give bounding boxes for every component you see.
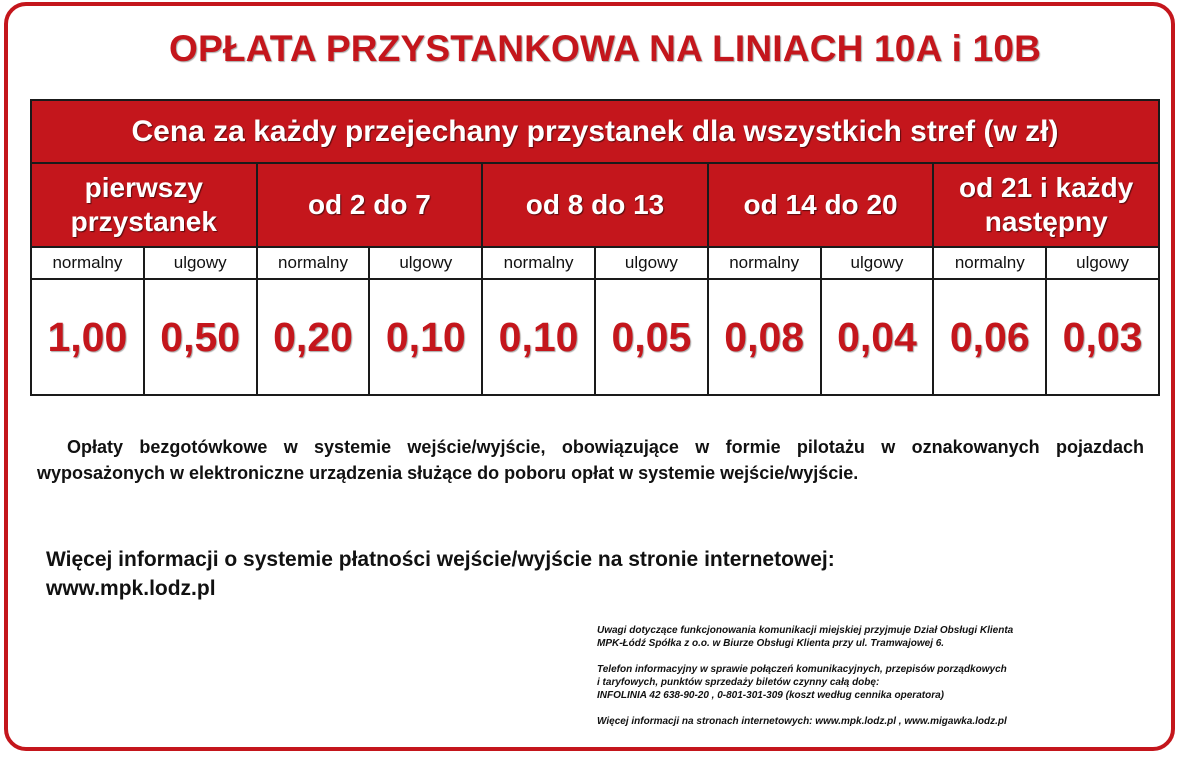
fare-table <box>30 99 1160 396</box>
price-normal-zone-2: 0,20 <box>257 279 370 395</box>
websites-note <box>597 715 1158 728</box>
price-reduced-zone-3: 0,05 <box>595 279 708 395</box>
more-info <box>46 545 1046 603</box>
reduced-label: ulgowy <box>1046 247 1159 279</box>
zone-header-5: od 21 i każdy następny <box>933 163 1159 247</box>
normal-label: normalny <box>482 247 595 279</box>
hotline-note <box>597 663 1158 702</box>
normal-label: normalny <box>31 247 144 279</box>
price-reduced-zone-4: 0,04 <box>821 279 934 395</box>
page-title: OPŁATA PRZYSTANKOWA NA LINIACH 10A i 10B <box>168 28 1042 69</box>
customer-service-note <box>597 624 1158 650</box>
reduced-label: ulgowy <box>144 247 257 279</box>
normal-label: normalny <box>257 247 370 279</box>
normal-label: normalny <box>708 247 821 279</box>
zone-header-3: od 8 do 13 <box>482 163 708 247</box>
note-line: MPK-Łódź Spółka z o.o. w Biurze Obsługi Klienta przy ul. Tramwajowej 6. <box>597 638 945 649</box>
note-line: Uwagi dotyczące funkcjonowania komunikacji miejskiej przyjmuje Dział Obsługi Klienta <box>597 625 1014 636</box>
cashless-fare-description: Opłaty bezgotówkowe w systemie wejście/wyjście, obowiązujące w formie pilotażu w oznakowanych pojazdach wyposażonych w elektroniczne urządzenia służące do poboru opłat w systemie wejście/wyjście. <box>37 437 1144 483</box>
note-line: INFOLINIA 42 638-90-20 , 0-801-301-309 (koszt według cennika operatora) <box>597 690 944 701</box>
price-normal-zone-3: 0,10 <box>482 279 595 395</box>
website-link[interactable]: www.mpk.lodz.pl <box>46 577 216 600</box>
more-info-text: Więcej informacji o systemie płatności wejście/wyjście na stronie internetowej: <box>46 548 835 571</box>
reduced-label: ulgowy <box>595 247 708 279</box>
footnotes <box>597 624 1158 728</box>
normal-label: normalny <box>933 247 1046 279</box>
note-line: i taryfowych, punktów sprzedaży biletów czynny całą dobę: <box>597 677 880 688</box>
price-reduced-zone-1: 0,50 <box>144 279 257 395</box>
price-reduced-zone-5: 0,03 <box>1046 279 1159 395</box>
zone-header-4: od 14 do 20 <box>708 163 934 247</box>
price-normal-zone-4: 0,08 <box>708 279 821 395</box>
note-line: Telefon informacyjny w sprawie połączeń komunikacyjnych, przepisów porządkowych <box>597 664 1007 675</box>
zone-header-1: pierwszy przystanek <box>31 163 257 247</box>
fare-table-header: Cena za każdy przejechany przystanek dla wszystkich stref (w zł) <box>31 100 1159 163</box>
price-normal-zone-5: 0,06 <box>933 279 1046 395</box>
note-line: Więcej informacji na stronach internetowych: www.mpk.lodz.pl , www.migawka.lodz.pl <box>597 716 1007 727</box>
reduced-label: ulgowy <box>821 247 934 279</box>
price-reduced-zone-2: 0,10 <box>369 279 482 395</box>
reduced-label: ulgowy <box>369 247 482 279</box>
price-normal-zone-1: 1,00 <box>31 279 144 395</box>
zone-header-2: od 2 do 7 <box>257 163 483 247</box>
